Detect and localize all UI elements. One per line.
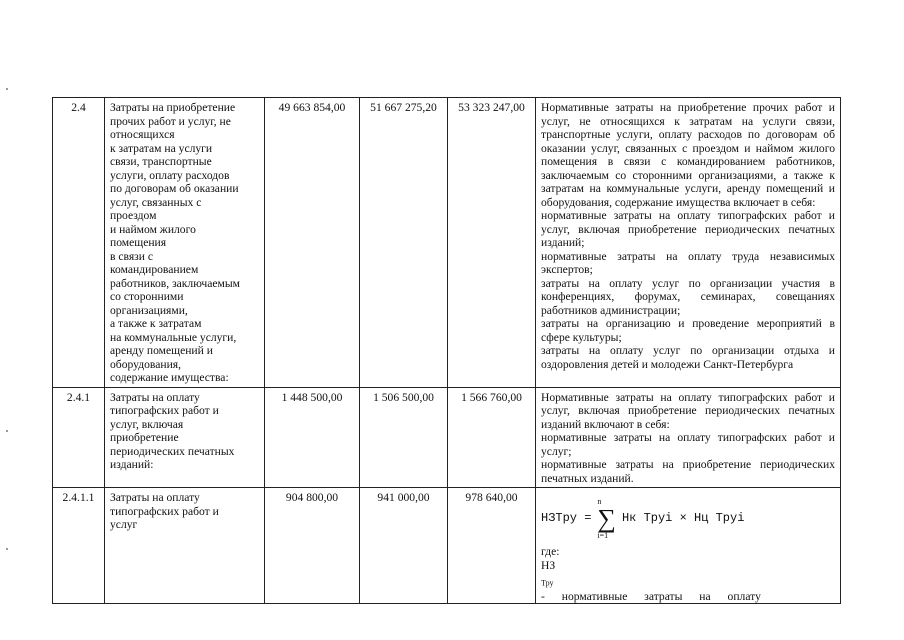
name-line: оборудования, bbox=[110, 357, 182, 371]
budget-table bbox=[52, 97, 841, 604]
name-line: услуг, связанных с bbox=[110, 195, 202, 209]
value-year-2: 941 000,00 bbox=[360, 488, 448, 604]
name-line: организациями, bbox=[110, 303, 188, 317]
name-line: периодических печатных bbox=[110, 444, 235, 458]
name-line: по договорам об оказании bbox=[110, 182, 239, 195]
where-label: где: bbox=[541, 545, 560, 558]
sum-upper-limit: n bbox=[597, 497, 602, 506]
name-line: Затраты на оплату bbox=[110, 390, 200, 404]
definition-line bbox=[541, 559, 835, 604]
name-line: а также к затратам bbox=[110, 317, 202, 330]
value-year-3: 1 566 760,00 bbox=[448, 387, 536, 488]
name-line: помещения bbox=[110, 236, 167, 249]
desc-paragraph: Нормативные затраты на оплату типографских работ и услуг, включая приобретение периодических печатных изданий включают в себя: bbox=[541, 390, 835, 431]
name-line: услуги, оплату расходов bbox=[110, 168, 230, 182]
table-row bbox=[53, 98, 841, 388]
scan-mark bbox=[6, 548, 8, 550]
value-year-1: 904 800,00 bbox=[265, 488, 360, 604]
value-year-1: 49 663 854,00 bbox=[265, 98, 360, 388]
value-year-2: 1 506 500,00 bbox=[360, 387, 448, 488]
desc-paragraph: нормативные затраты на оплату типографских работ и услуг, включая приобретение периодических печатных изданий; bbox=[541, 209, 835, 249]
name-line: к затратам на услуги bbox=[110, 141, 213, 155]
name-line: изданий: bbox=[110, 458, 154, 471]
row-number: 2.4.1.1 bbox=[53, 488, 105, 604]
desc-paragraph: Нормативные затраты на приобретение прочих работ и услуг, не относящихся к затратам на услуги связи, транспортные услуги, оплату расходов по договорам об оказании услуг, связанных с проездом и наймом жилого помещения в связи с командированием работников, заключаемым со сторонними организациями, а также к затратам на коммунальные услуги, аренду помещений и оборудования, содержание имущества включает в себя: bbox=[541, 101, 835, 209]
desc-paragraph: затраты на оплату услуг по организации отдыха и оздоровления детей и молодежи Санкт-Петербурга bbox=[541, 344, 835, 371]
row-name bbox=[105, 387, 265, 488]
row-description bbox=[536, 488, 841, 604]
name-line: командированием bbox=[110, 263, 199, 276]
formula-lhs: НЗТру = bbox=[541, 511, 592, 526]
value-year-3: 978 640,00 bbox=[448, 488, 536, 604]
desc-paragraph: нормативные затраты на приобретение периодических печатных изданий. bbox=[541, 458, 835, 485]
row-number: 2.4.1 bbox=[53, 387, 105, 488]
name-line: в связи с bbox=[110, 249, 154, 263]
row-description bbox=[536, 387, 841, 488]
name-line: относящихся bbox=[110, 128, 175, 141]
name-line: Затраты на оплату bbox=[110, 491, 200, 504]
sum-lower-limit: i=1 bbox=[597, 531, 609, 540]
name-line: связи, транспортные bbox=[110, 155, 212, 168]
name-line: работников, заключаемым bbox=[110, 276, 241, 290]
name-line: Затраты на приобретение bbox=[110, 101, 236, 114]
name-line: прочих работ и услуг, не bbox=[110, 114, 231, 128]
row-name bbox=[105, 488, 265, 604]
value-year-3: 53 323 247,00 bbox=[448, 98, 536, 388]
desc-paragraph: затраты на оплату услуг по организации участия в конференциях, форумах, семинарах, совещаниях работников администрации; bbox=[541, 276, 835, 317]
name-line: на коммунальные услуги, bbox=[110, 330, 237, 344]
row-description bbox=[536, 98, 841, 388]
sigma-symbol: ∑ bbox=[597, 504, 616, 533]
row-number: 2.4 bbox=[53, 98, 105, 388]
desc-paragraph: нормативные затраты на оплату труда независимых экспертов; bbox=[541, 249, 835, 276]
definition-subscript: Тру bbox=[541, 578, 554, 588]
table-row bbox=[53, 488, 841, 604]
summation bbox=[597, 497, 616, 541]
formula-rhs: Нк Труi × Нц Труi bbox=[621, 511, 745, 526]
scan-mark bbox=[6, 88, 8, 90]
table-row bbox=[53, 387, 841, 488]
definition-symbol: НЗ bbox=[541, 558, 556, 572]
desc-paragraph: затраты на организацию и проведение мероприятий в сфере культуры; bbox=[541, 317, 835, 344]
name-line: аренду помещений и bbox=[110, 344, 213, 357]
desc-paragraph: нормативные затраты на оплату типографских работ и услуг; bbox=[541, 431, 835, 458]
name-line: типографских работ и bbox=[110, 404, 219, 417]
name-line: типографских работ и bbox=[110, 504, 219, 518]
name-line: приобретение bbox=[110, 431, 179, 444]
name-line: и наймом жилого bbox=[110, 222, 196, 236]
value-year-2: 51 667 275,20 bbox=[360, 98, 448, 388]
name-line: услуг, включая bbox=[110, 417, 184, 431]
name-line: со сторонними bbox=[110, 290, 184, 303]
name-line: услуг bbox=[110, 518, 138, 531]
row-name bbox=[105, 98, 265, 388]
definition-text: - нормативные затраты на оплату bbox=[541, 589, 761, 603]
value-year-1: 1 448 500,00 bbox=[265, 387, 360, 488]
name-line: содержание имущества: bbox=[110, 371, 229, 384]
scan-mark bbox=[6, 430, 8, 432]
name-line: проездом bbox=[110, 209, 157, 222]
formula bbox=[541, 497, 835, 541]
